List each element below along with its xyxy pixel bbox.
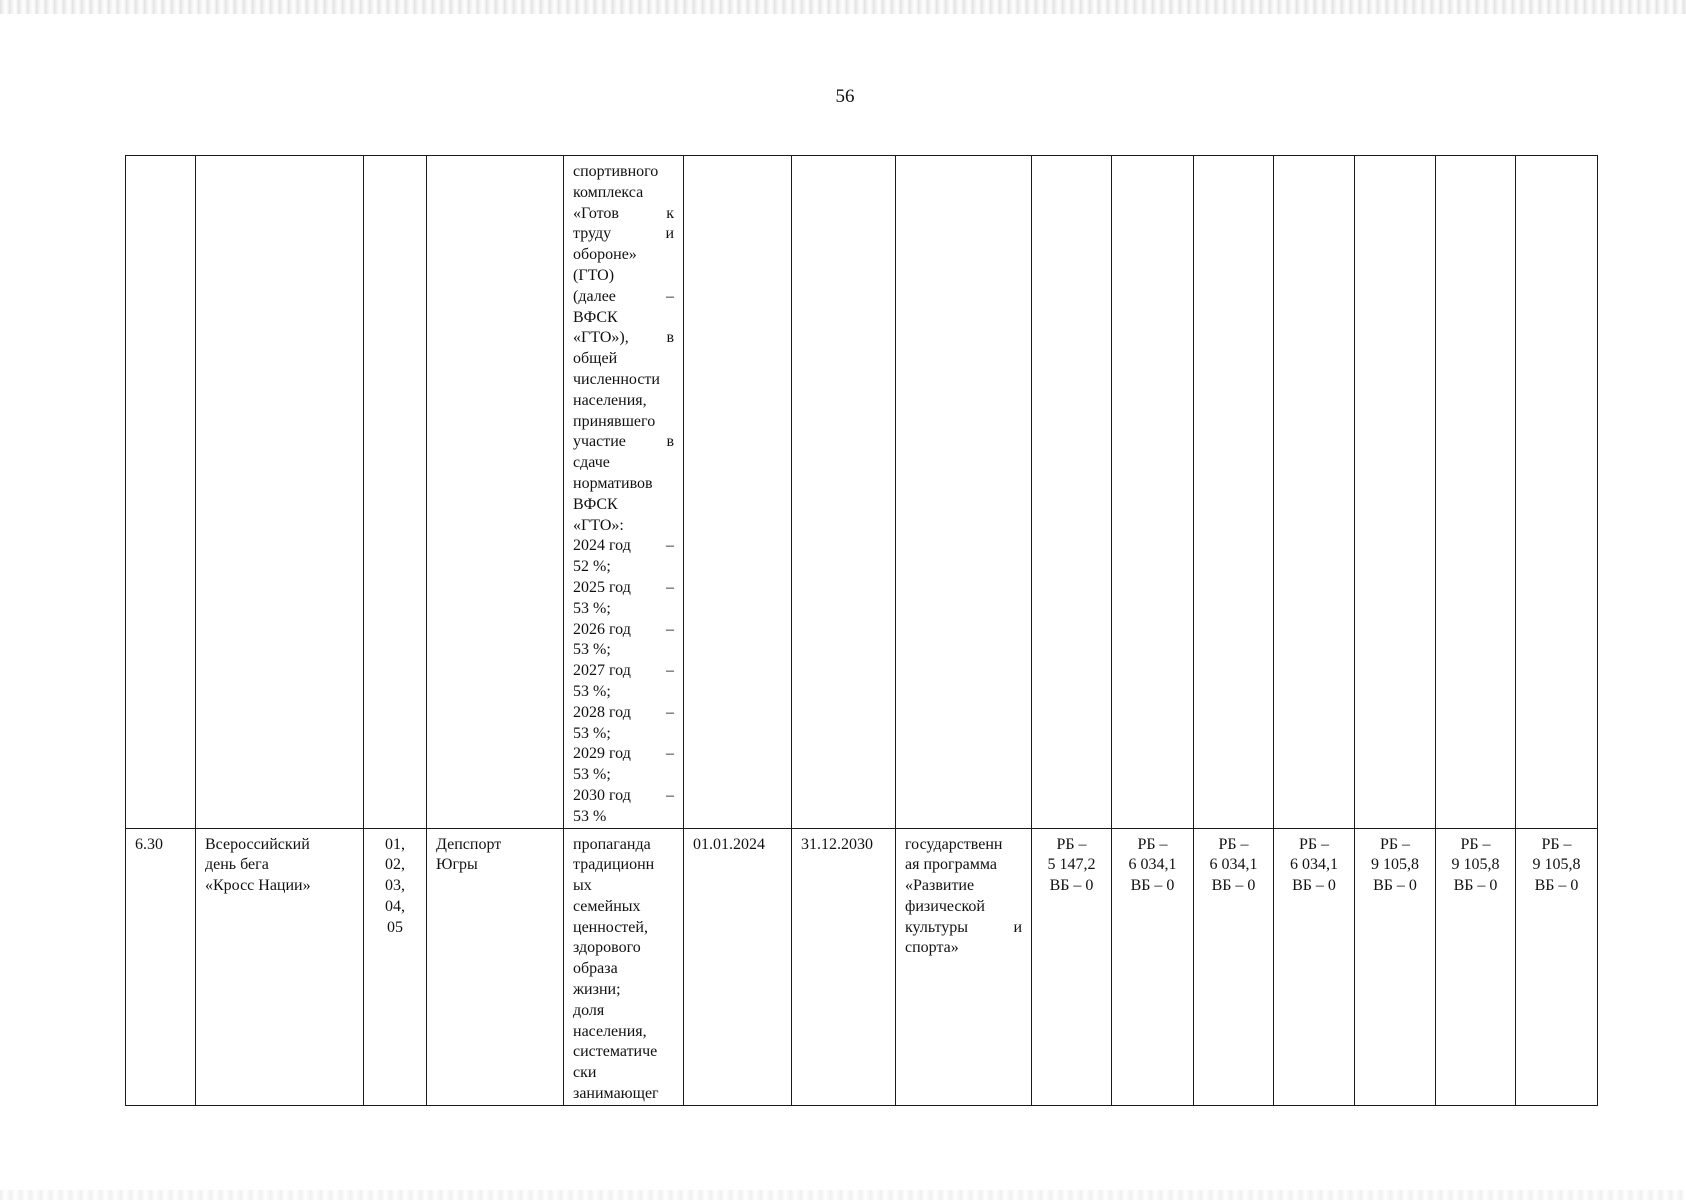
text-fragment: и <box>1013 918 1022 936</box>
end-date <box>792 828 896 1105</box>
funding-cell <box>1032 828 1112 1105</box>
text-line: населения, <box>573 391 647 409</box>
text-line: день бега <box>205 856 269 874</box>
text-line: населения, <box>573 1022 647 1040</box>
text-line: 53 %; <box>573 641 611 659</box>
cell-funding-2025 <box>1112 156 1194 829</box>
funding-vb: ВБ – 0 <box>1130 877 1175 895</box>
funding-rb-value: 9 105,8 <box>1451 856 1500 874</box>
text-line <box>905 918 1022 939</box>
cell-funding-2028 <box>1355 156 1436 829</box>
text-fragment: – <box>666 745 674 763</box>
text-line: общей <box>573 350 618 368</box>
text-fragment: 2027 год <box>573 662 631 680</box>
text-line: нормативов <box>573 474 653 492</box>
text-fragment: труду <box>573 225 612 243</box>
text-line: 02, <box>385 856 405 874</box>
state-program-text <box>905 835 1022 960</box>
funding-rb-label: РБ – <box>1298 835 1330 853</box>
text-line: ая программа <box>905 856 997 874</box>
text-line: спорта» <box>905 939 959 957</box>
text-fragment: – <box>666 287 674 305</box>
funding-vb: ВБ – 0 <box>1373 877 1417 895</box>
text-line: обороне» <box>573 246 637 264</box>
text-line: ски <box>573 1064 597 1082</box>
text-line: (ГТО) <box>573 266 615 284</box>
text-fragment: (далее <box>573 287 616 305</box>
text-line: систематиче <box>573 1043 658 1061</box>
funding-rb-value: 6 034,1 <box>1209 856 1258 874</box>
funding-rb-label: РБ – <box>1541 835 1572 853</box>
text-line: ых <box>573 877 592 895</box>
cell-name <box>196 156 364 829</box>
text-fragment: и <box>665 225 674 243</box>
responsible <box>427 828 564 1105</box>
funding-vb: ВБ – 0 <box>1453 877 1498 895</box>
text-line: 05 <box>387 918 403 936</box>
event-name <box>196 828 364 1105</box>
text-line: ценностей, <box>573 918 648 936</box>
goal-codes <box>364 828 427 1105</box>
text-line: доля <box>573 1001 605 1019</box>
text-line: здорового <box>573 939 641 957</box>
text-line: 03, <box>385 877 405 895</box>
text-fragment: в <box>666 329 674 347</box>
text-line <box>573 786 674 807</box>
text-line: сдаче <box>573 454 610 472</box>
text-line <box>573 536 674 557</box>
start-date-text: 01.01.2024 <box>693 835 765 853</box>
funding-rb-label: РБ – <box>1137 835 1168 853</box>
text-fragment: – <box>666 662 674 680</box>
funding-cell <box>1516 828 1598 1105</box>
text-fragment: 2029 год <box>573 745 631 763</box>
goal-codes-text <box>373 835 417 939</box>
text-line: жизни; <box>573 981 621 999</box>
text-line: «Кросс Нации» <box>205 877 311 895</box>
page-number: 56 <box>835 86 855 107</box>
funding-rb-value: 6 034,1 <box>1290 856 1338 874</box>
text-line: 53 %; <box>573 599 611 617</box>
text-line: Депспорт <box>436 835 502 853</box>
text-line: принявшего <box>573 412 656 430</box>
text-line: Всероссийский <box>205 835 310 853</box>
row-number-text: 6.30 <box>135 835 163 853</box>
cell-start-date <box>684 156 792 829</box>
cell-codes <box>364 156 427 829</box>
scan-edge-bottom <box>0 1190 1686 1200</box>
table-row-6-30 <box>126 828 1598 1105</box>
cell-result-continued <box>564 156 684 829</box>
text-line: Югры <box>436 856 478 874</box>
expected-result <box>564 828 684 1105</box>
funding-rb-label: РБ – <box>1460 835 1491 853</box>
text-line: семейных <box>573 897 641 915</box>
text-line: «Развитие <box>905 877 975 895</box>
funding-rb-value: 5 147,2 <box>1047 856 1096 874</box>
text-line: образа <box>573 960 618 978</box>
text-fragment: 2025 год <box>573 578 631 596</box>
text-fragment: к <box>666 204 674 222</box>
text-fragment: – <box>666 578 674 596</box>
funding-rb-value: 6 034,1 <box>1128 856 1177 874</box>
funding-cell <box>1436 828 1516 1105</box>
text-line: 53 %; <box>573 724 611 742</box>
text-fragment: в <box>666 433 674 451</box>
text-fragment: 2024 год <box>573 537 631 555</box>
cell-funding-2030 <box>1516 156 1598 829</box>
start-date <box>684 828 792 1105</box>
text-fragment: культуры <box>905 918 969 936</box>
text-line: ВФСК <box>573 308 618 326</box>
text-fragment: «ГТО»), <box>573 329 629 347</box>
cell-funding-2026 <box>1194 156 1274 829</box>
text-line: 04, <box>385 897 405 915</box>
text-fragment: 2030 год <box>573 786 631 804</box>
responsible-text <box>436 835 554 877</box>
text-line: физической <box>905 897 985 915</box>
text-line: 01, <box>385 835 405 853</box>
text-fragment: 2026 год <box>573 620 631 638</box>
end-date-text: 31.12.2030 <box>801 835 873 853</box>
text-line <box>573 432 674 453</box>
text-line <box>573 744 674 765</box>
text-line: 52 %; <box>573 558 611 576</box>
text-line <box>573 287 674 308</box>
text-line: традиционн <box>573 856 655 874</box>
text-fragment: – <box>666 620 674 638</box>
text-line: 53 %; <box>573 766 611 784</box>
text-line: «ГТО»: <box>573 516 624 534</box>
cell-funding-2027 <box>1274 156 1355 829</box>
text-fragment: «Готов <box>573 204 619 222</box>
expected-result-text <box>573 835 674 1105</box>
text-line: ВФСК <box>573 495 618 513</box>
funding-rb-label: РБ – <box>1218 835 1249 853</box>
text-line <box>573 204 674 225</box>
text-line: занимающег <box>573 1085 659 1103</box>
funding-vb: ВБ – 0 <box>1292 877 1336 895</box>
continuation-row <box>126 156 1598 829</box>
text-line <box>573 661 674 682</box>
cell-program <box>896 156 1032 829</box>
funding-cell <box>1355 828 1436 1105</box>
event-name-text <box>205 835 354 897</box>
funding-rb-value: 9 105,8 <box>1371 856 1419 874</box>
state-program <box>896 828 1032 1105</box>
funding-rb-label: РБ – <box>1056 835 1087 853</box>
cell-end-date <box>792 156 896 829</box>
funding-rb-value: 9 105,8 <box>1532 856 1581 874</box>
text-line <box>573 703 674 724</box>
cell-responsible <box>427 156 564 829</box>
text-fragment: – <box>666 703 674 721</box>
funding-cell <box>1112 828 1194 1105</box>
funding-vb: ВБ – 0 <box>1211 877 1256 895</box>
text-line <box>573 620 674 641</box>
text-line: 53 % <box>573 807 607 825</box>
text-line <box>573 578 674 599</box>
text-fragment: 2028 год <box>573 703 631 721</box>
text-line: 53 %; <box>573 682 611 700</box>
cell-number <box>126 156 196 829</box>
funding-cell <box>1274 828 1355 1105</box>
text-line: комплекса <box>573 183 644 201</box>
cell-funding-2029 <box>1436 156 1516 829</box>
funding-vb: ВБ – 0 <box>1534 877 1579 895</box>
text-line <box>573 328 674 349</box>
row-number <box>126 828 196 1105</box>
text-fragment: – <box>666 786 674 804</box>
result-continued-text <box>573 162 674 828</box>
text-line <box>573 224 674 245</box>
text-line: пропаганда <box>573 835 651 853</box>
funding-cell <box>1194 828 1274 1105</box>
text-fragment: – <box>666 537 674 555</box>
funding-rb-label: РБ – <box>1379 835 1411 853</box>
funding-vb: ВБ – 0 <box>1049 877 1094 895</box>
text-fragment: участие <box>573 433 626 451</box>
text-line: государственн <box>905 835 1003 853</box>
cell-funding-2024 <box>1032 156 1112 829</box>
scan-edge-top <box>0 0 1686 14</box>
text-line: численности <box>573 370 660 388</box>
program-table <box>125 155 1598 1106</box>
text-line: спортивного <box>573 163 659 180</box>
